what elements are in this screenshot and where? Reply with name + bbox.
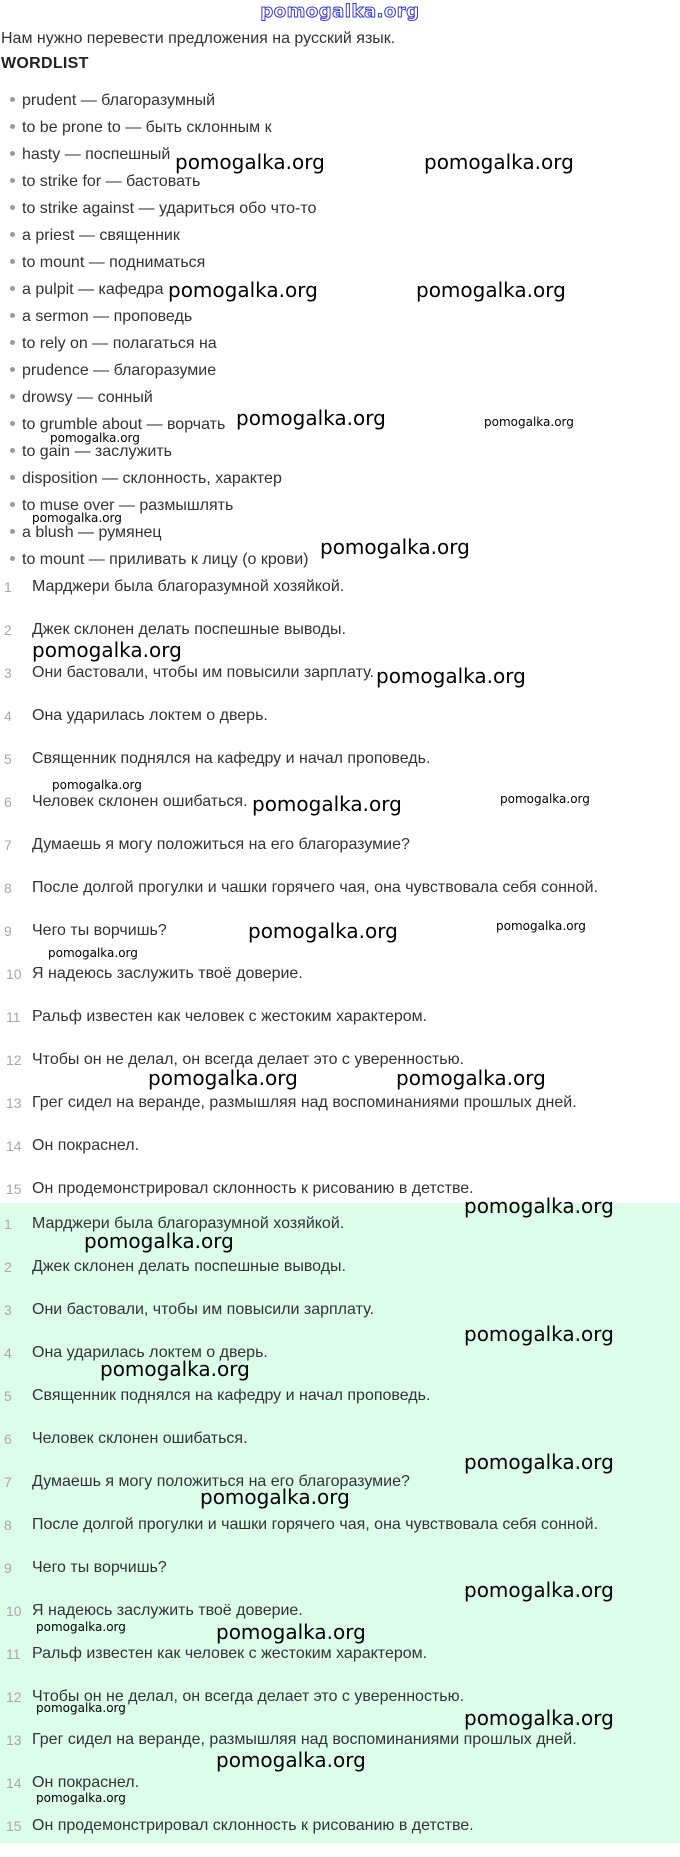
- bullet-icon: [10, 259, 15, 264]
- sentence-text: Марджери была благоразумной хозяйкой.: [32, 1215, 345, 1232]
- sentence-text: После долгой прогулки и чашки горячего чая, она чувствовала себя сонной.: [32, 879, 599, 896]
- watermark: pomogalka.org: [52, 778, 142, 792]
- bullet-icon: [10, 529, 15, 534]
- sentence-text: Чтобы он не делал, он всегда делает это с уверенностью.: [32, 1051, 465, 1068]
- answer-item: [0, 1384, 680, 1427]
- wordlist-entry: to gain — заслужить: [22, 443, 172, 460]
- wordlist-entry: drowsy — сонный: [22, 389, 153, 406]
- bullet-icon: [10, 421, 15, 426]
- watermark: pomogalka.org: [424, 150, 574, 174]
- translation-item: [0, 575, 680, 618]
- answer-item: [0, 1470, 680, 1513]
- sentence-number: 6: [4, 1431, 12, 1447]
- wordlist-entry: a priest — священник: [22, 227, 180, 244]
- sentence-text: Чего ты ворчишь?: [32, 1559, 167, 1576]
- watermark: pomogalka.org: [464, 1706, 614, 1730]
- wordlist-entry: to be prone to — быть склонным к: [22, 119, 272, 136]
- wordlist-item: [10, 305, 316, 332]
- watermark: pomogalka.org: [320, 535, 470, 559]
- sentence-number: 14: [6, 1138, 22, 1154]
- sentence-number: 12: [6, 1052, 22, 1068]
- answer-item: [0, 1298, 680, 1341]
- sentence-number: 13: [6, 1732, 22, 1748]
- watermark: pomogalka.org: [148, 1066, 298, 1090]
- bullet-icon: [10, 367, 15, 372]
- bullet-icon: [10, 178, 15, 183]
- answer-item: [0, 1728, 680, 1771]
- watermark: pomogalka.org: [216, 1620, 366, 1644]
- sentence-text: Джек склонен делать поспешные выводы.: [32, 621, 346, 638]
- wordlist-item: [10, 494, 316, 521]
- watermark: pomogalka.org: [464, 1450, 614, 1474]
- sentence-number: 5: [4, 1388, 12, 1404]
- bullet-icon: [10, 232, 15, 237]
- wordlist-entry: a sermon — проповедь: [22, 308, 193, 325]
- sentence-text: Они бастовали, чтобы им повысили зарплату.: [32, 664, 374, 681]
- answer-item: [0, 1685, 680, 1728]
- bullet-icon: [10, 205, 15, 210]
- wordlist-entry: a pulpit — кафедра: [22, 281, 164, 298]
- wordlist-item: [10, 332, 316, 359]
- wordlist-item: [10, 413, 316, 440]
- wordlist-item: [10, 197, 316, 224]
- wordlist-item: [10, 251, 316, 278]
- sentence-text: Человек склонен ошибаться.: [32, 793, 248, 810]
- sentence-number: 9: [4, 923, 12, 939]
- watermark: pomogalka.org: [396, 1066, 546, 1090]
- sentence-number: 15: [6, 1818, 22, 1834]
- watermark: pomogalka.org: [48, 946, 138, 960]
- wordlist-entry: to mount — подниматься: [22, 254, 206, 271]
- sentence-number: 6: [4, 794, 12, 810]
- wordlist-entry: prudent — благоразумный: [22, 92, 216, 109]
- sentence-number: 10: [6, 1603, 22, 1619]
- sentence-text: Я надеюсь заслужить твоё доверие.: [32, 965, 303, 982]
- bullet-icon: [10, 475, 15, 480]
- watermark: pomogalka.org: [100, 1357, 250, 1381]
- sentence-text: Джек склонен делать поспешные выводы.: [32, 1258, 346, 1275]
- watermark: pomogalka.org: [36, 1620, 126, 1634]
- watermark: pomogalka.org: [200, 1485, 350, 1509]
- sentence-number: 9: [4, 1560, 12, 1576]
- wordlist-entry: to mount — приливать к лицу (о крови): [22, 551, 309, 568]
- watermark: pomogalka.org: [32, 638, 182, 662]
- wordlist-item: [10, 548, 316, 575]
- sentence-text: Они бастовали, чтобы им повысили зарплату.: [32, 1301, 374, 1318]
- translation-item: [0, 1091, 680, 1134]
- task-instruction: Нам нужно перевести предложения на русский язык.: [1, 30, 396, 47]
- bullet-icon: [10, 124, 15, 129]
- sentence-text: Чтобы он не делал, он всегда делает это с уверенностью.: [32, 1688, 465, 1705]
- sentence-text: Ральф известен как человек с жестоким характером.: [32, 1008, 428, 1025]
- bullet-icon: [10, 151, 15, 156]
- wordlist-entry: prudence — благоразумие: [22, 362, 217, 379]
- wordlist-item: [10, 224, 316, 251]
- wordlist-entry: disposition — склонность, характер: [22, 470, 282, 487]
- translation-item: [0, 1134, 680, 1177]
- answer-item: [0, 1814, 680, 1857]
- wordlist-item: [10, 467, 316, 494]
- watermark: pomogalka.org: [84, 1229, 234, 1253]
- watermark: pomogalka.org: [175, 150, 325, 174]
- sentence-number: 5: [4, 751, 12, 767]
- translation-item: [0, 661, 680, 704]
- answer-item: [0, 1556, 680, 1599]
- answer-item: [0, 1255, 680, 1298]
- sentence-text: Священник поднялся на кафедру и начал проповедь.: [32, 750, 431, 767]
- sentence-text: Он продемонстрировал склонность к рисованию в детстве.: [32, 1817, 474, 1834]
- wordlist: [10, 89, 316, 575]
- bullet-icon: [10, 448, 15, 453]
- wordlist-entry: hasty — поспешный: [22, 146, 171, 163]
- translation-item: [0, 747, 680, 790]
- translation-list: [0, 575, 680, 1220]
- watermark: pomogalka.org: [464, 1578, 614, 1602]
- answer-list: [0, 1203, 680, 1843]
- sentence-text: Он продемонстрировал склонность к рисованию в детстве.: [32, 1180, 474, 1197]
- watermark: pomogalka.org: [236, 406, 386, 430]
- sentence-number: 3: [4, 1302, 12, 1318]
- wordlist-entry: to grumble about — ворчать: [22, 416, 226, 433]
- sentence-text: Думаешь я могу положиться на его благоразумие?: [32, 1473, 410, 1490]
- sentence-number: 4: [4, 1345, 12, 1361]
- translation-item: [0, 1005, 680, 1048]
- sentence-number: 7: [4, 837, 12, 853]
- sentence-text: Грег сидел на веранде, размышляя над воспоминаниями прошлых дней.: [32, 1731, 577, 1748]
- watermark: pomogalka.org: [416, 278, 566, 302]
- sentence-number: 10: [6, 966, 22, 982]
- sentence-number: 1: [4, 1216, 12, 1232]
- translation-item: [0, 704, 680, 747]
- wordlist-entry: a blush — румянец: [22, 524, 162, 541]
- watermark: pomogalka.org: [248, 919, 398, 943]
- answer-item: [0, 1341, 680, 1384]
- wordlist-item: [10, 278, 316, 305]
- sentence-text: Человек склонен ошибаться.: [32, 1430, 248, 1447]
- sentence-number: 11: [6, 1646, 21, 1662]
- bullet-icon: [10, 313, 15, 318]
- answer-item: [0, 1771, 680, 1814]
- bullet-icon: [10, 340, 15, 345]
- wordlist-entry: to strike for — бастовать: [22, 173, 201, 190]
- watermark: pomogalka.org: [496, 919, 586, 933]
- translation-item: [0, 876, 680, 919]
- sentence-number: 8: [4, 880, 12, 896]
- sentence-number: 8: [4, 1517, 12, 1533]
- sentence-number: 12: [6, 1689, 22, 1705]
- wordlist-entry: to strike against — удариться обо что-то: [22, 200, 317, 217]
- answer-item: [0, 1599, 680, 1642]
- wordlist-item: [10, 89, 316, 116]
- wordlist-heading: WORDLIST: [1, 55, 89, 72]
- bullet-icon: [10, 97, 15, 102]
- wordlist-entry: to rely on — полагаться на: [22, 335, 217, 352]
- watermark: pomogalka.org: [376, 664, 526, 688]
- watermark: pomogalka.org: [50, 431, 140, 445]
- bullet-icon: [10, 394, 15, 399]
- sentence-text: Она ударилась локтем о дверь.: [32, 1344, 268, 1361]
- watermark: pomogalka.org: [36, 1791, 126, 1805]
- sentence-number: 7: [4, 1474, 12, 1490]
- wordlist-item: [10, 170, 316, 197]
- watermark: pomogalka.org: [500, 792, 590, 806]
- answer-item: [0, 1642, 680, 1685]
- sentence-number: 4: [4, 708, 12, 724]
- wordlist-item: [10, 386, 316, 413]
- sentence-text: После долгой прогулки и чашки горячего чая, она чувствовала себя сонной.: [32, 1516, 599, 1533]
- wordlist-item: [10, 116, 316, 143]
- sentence-text: Думаешь я могу положиться на его благоразумие?: [32, 836, 410, 853]
- sentence-text: Он покраснел.: [32, 1137, 140, 1154]
- watermark: pomogalka.org: [36, 1701, 126, 1715]
- bullet-icon: [10, 286, 15, 291]
- watermark: pomogalka.org: [484, 415, 574, 429]
- sentence-number: 11: [6, 1009, 21, 1025]
- watermark: pomogalka.org: [464, 1194, 614, 1218]
- sentence-text: Ральф известен как человек с жестоким характером.: [32, 1645, 428, 1662]
- wordlist-item: [10, 143, 316, 170]
- bullet-icon: [10, 502, 15, 507]
- translation-item: [0, 833, 680, 876]
- sentence-number: 1: [4, 579, 12, 595]
- wordlist-item: [10, 359, 316, 386]
- sentence-text: Священник поднялся на кафедру и начал проповедь.: [32, 1387, 431, 1404]
- sentence-text: Марджери была благоразумной хозяйкой.: [32, 578, 345, 595]
- wordlist-item: [10, 521, 316, 548]
- site-logo[interactable]: pomogalka.org: [260, 1, 420, 22]
- sentence-text: Чего ты ворчишь?: [32, 922, 167, 939]
- bullet-icon: [10, 556, 15, 561]
- sentence-number: 13: [6, 1095, 22, 1111]
- answer-item: [0, 1513, 680, 1556]
- sentence-number: 15: [6, 1181, 22, 1197]
- sentence-number: 3: [4, 665, 12, 681]
- watermark: pomogalka.org: [216, 1748, 366, 1772]
- watermark: pomogalka.org: [252, 792, 402, 816]
- sentence-number: 2: [4, 622, 12, 638]
- watermark: pomogalka.org: [168, 278, 318, 302]
- translation-item: [0, 618, 680, 661]
- translation-item: [0, 1048, 680, 1091]
- translation-item: [0, 919, 680, 962]
- wordlist-item: [10, 440, 316, 467]
- translation-item: [0, 962, 680, 1005]
- watermark: pomogalka.org: [464, 1322, 614, 1346]
- sentence-text: Я надеюсь заслужить твоё доверие.: [32, 1602, 303, 1619]
- answer-item: [0, 1212, 680, 1255]
- watermark: pomogalka.org: [32, 511, 122, 525]
- answer-item: [0, 1427, 680, 1470]
- sentence-number: 14: [6, 1775, 22, 1791]
- sentence-text: Она ударилась локтем о дверь.: [32, 707, 268, 724]
- sentence-text: Он покраснел.: [32, 1774, 140, 1791]
- translation-item: [0, 790, 680, 833]
- sentence-number: 2: [4, 1259, 12, 1275]
- wordlist-entry: to muse over — размышлять: [22, 497, 234, 514]
- sentence-text: Грег сидел на веранде, размышляя над воспоминаниями прошлых дней.: [32, 1094, 577, 1111]
